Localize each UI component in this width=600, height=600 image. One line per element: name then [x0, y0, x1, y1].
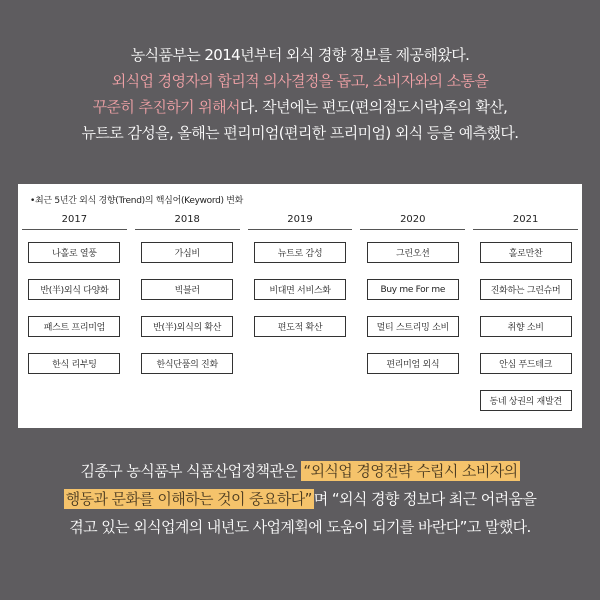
year-column-2020: [360, 214, 465, 427]
quote-highlight-1: “외식업 경영전략 수립시 소비자의: [303, 462, 518, 480]
keyword-box: 동네 상권의 재발견: [480, 390, 572, 411]
intro-paragraph: [0, 42, 600, 146]
intro-line-3-highlight: 꾸준히 추진하기 위해서: [92, 98, 240, 116]
year-header: 2020: [360, 214, 465, 230]
keyword-grid: [22, 214, 578, 427]
keyword-box: 홀로만찬: [480, 242, 572, 263]
keyword-box: 반(半)외식 다양화: [28, 279, 120, 300]
intro-line-3-rest: 다. 작년에는 편도(편의점도시락)족의 확산,: [239, 98, 508, 116]
keyword-box: 패스트 프리미엄: [28, 316, 120, 337]
keyword-box: 한식단품의 진화: [141, 353, 233, 374]
intro-line-1: 농식품부는 2014년부터 외식 경향 정보를 제공해왔다.: [130, 46, 470, 64]
year-header: 2017: [22, 214, 127, 230]
year-column-2021: [473, 214, 578, 427]
quote-line-2-rest: 며 “외식 경향 정보다 최근 어려움을: [313, 490, 537, 508]
keyword-box: 한식 리부팅: [28, 353, 120, 374]
keyword-box: 안심 푸드테크: [480, 353, 572, 374]
keyword-box: 반(半)외식의 확산: [141, 316, 233, 337]
quote-paragraph: [0, 457, 600, 541]
keyword-box: Buy me For me: [367, 279, 459, 300]
year-column-2018: [135, 214, 240, 427]
keyword-box: 빅블러: [141, 279, 233, 300]
keyword-box: 가심비: [141, 242, 233, 263]
keyword-box: 나홀로 열풍: [28, 242, 120, 263]
year-column-2019: [248, 214, 353, 427]
panel-title: •최근 5년간 외식 경향(Trend)의 핵심어(Keyword) 변화: [30, 196, 244, 206]
quote-highlight-2: 행동과 문화를 이해하는 것이 중요하다”: [65, 490, 312, 508]
keyword-box: 취향 소비: [480, 316, 572, 337]
keyword-box: 편리미엄 외식: [367, 353, 459, 374]
quote-line-3: 겪고 있는 외식업계의 내년도 사업계획에 도움이 되기를 바란다”고 말했다.: [69, 518, 531, 536]
year-header: 2021: [473, 214, 578, 230]
keyword-trend-panel: [18, 184, 582, 428]
keyword-box: 비대면 서비스화: [254, 279, 346, 300]
year-header: 2018: [135, 214, 240, 230]
intro-line-3: [0, 94, 600, 120]
keyword-box: 멀티 스트리밍 소비: [367, 316, 459, 337]
keyword-box: 뉴트로 감성: [254, 242, 346, 263]
year-header: 2019: [248, 214, 353, 230]
intro-line-2: 외식업 경영자의 합리적 의사결정을 돕고, 소비자와의 소통을: [111, 72, 489, 90]
keyword-box: 진화하는 그린슈머: [480, 279, 572, 300]
keyword-box: 편도적 확산: [254, 316, 346, 337]
quote-line-2: [0, 485, 600, 513]
quote-line-1-pre: 김종구 농식품부 식품산업정책관은: [80, 462, 302, 480]
intro-line-4: 뉴트로 감성을, 올해는 편리미엄(편리한 프리미엄) 외식 등을 예측했다.: [81, 124, 519, 142]
quote-line-1: [0, 457, 600, 485]
keyword-box: 그린오션: [367, 242, 459, 263]
year-column-2017: [22, 214, 127, 427]
